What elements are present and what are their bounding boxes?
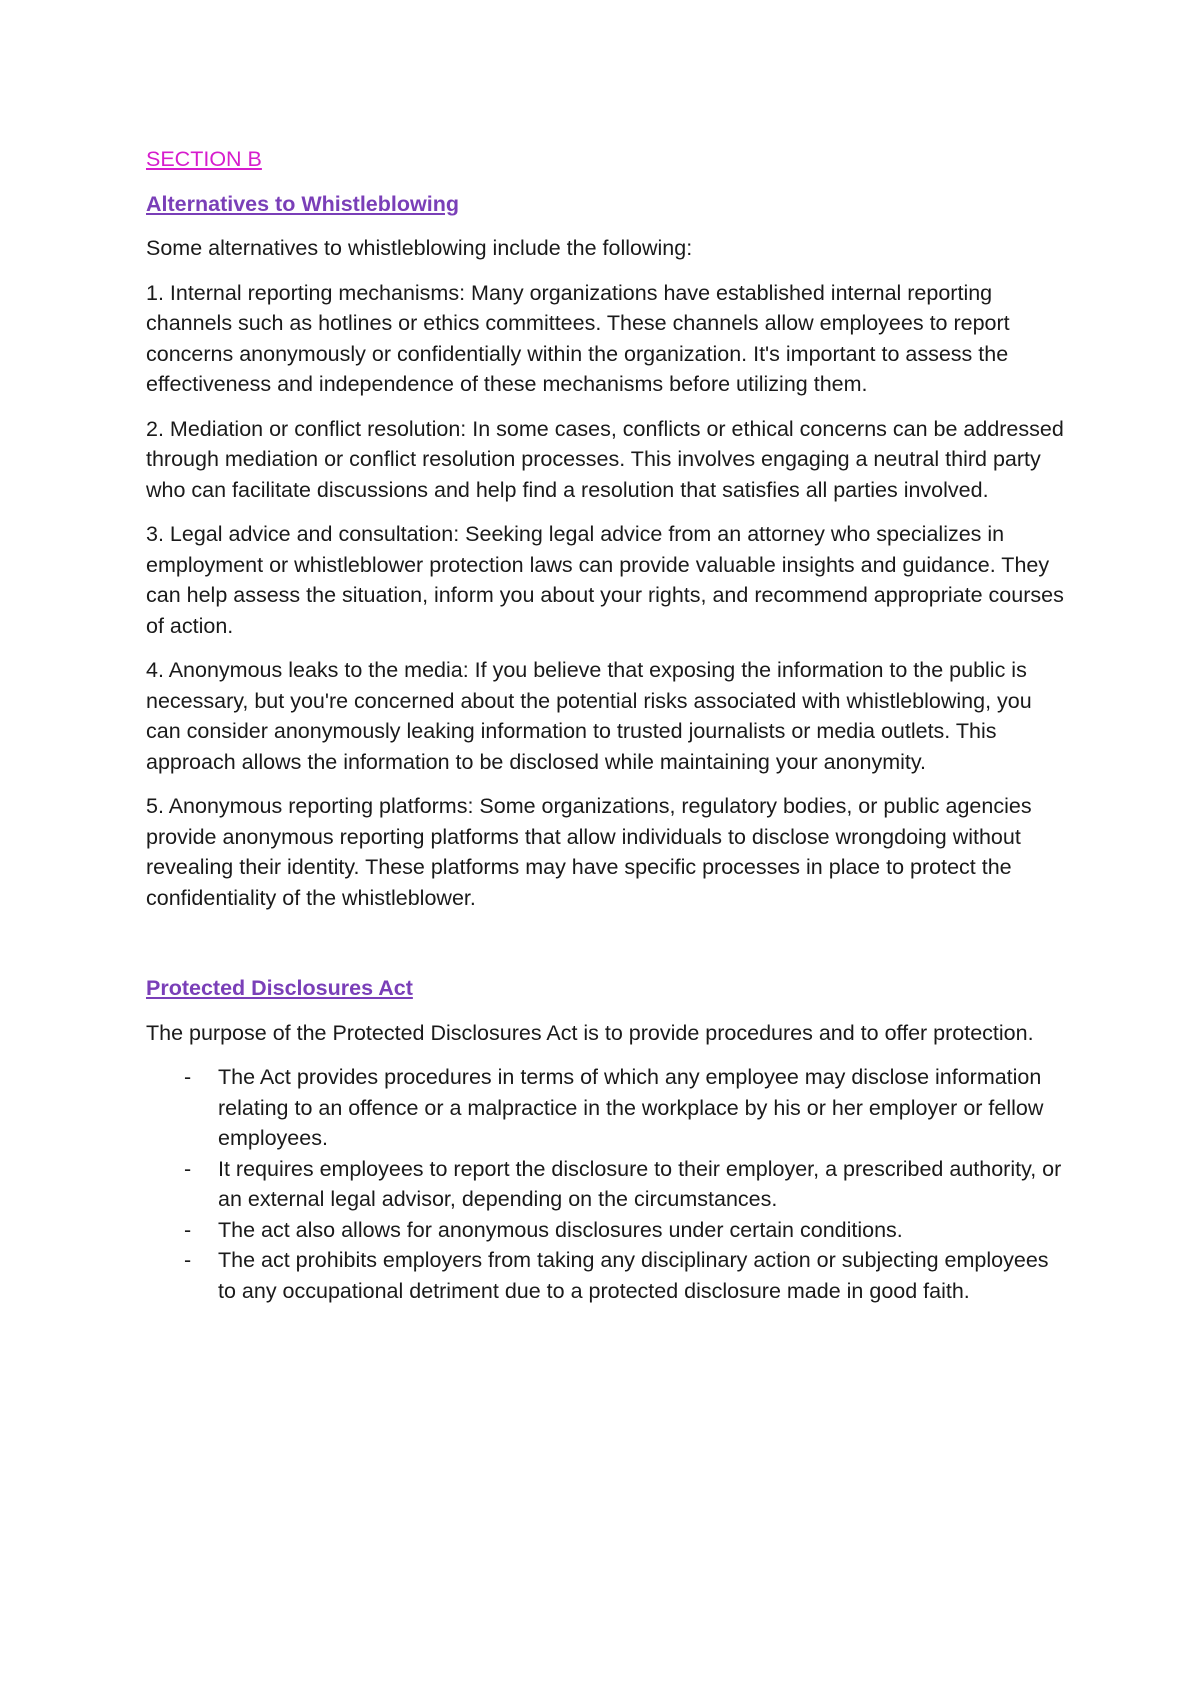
list-item-text: It requires employees to report the disclosure to their employer, a prescribed authority, or an external legal advisor, depending on the circumstances. (218, 1156, 1062, 1211)
alternatives-intro: Some alternatives to whistleblowing include the following: (146, 236, 693, 260)
alternatives-heading: Alternatives to Whistleblowing (146, 191, 459, 216)
alternative-item-5: 5. Anonymous reporting platforms: Some organizations, regulatory bodies, or public agencies provide anonymous reporting platforms that allow individuals to disclose wrongdoing without revealing their identity. These platforms may have specific processes in place to protect the confidentiality of the whistleblower. (146, 794, 1032, 910)
dash-bullet-marker: - (184, 1065, 192, 1089)
list-item-text: The Act provides procedures in terms of which any employee may disclose information relating to an offence or a malpractice in the workplace by his or her employer or fellow employees. (218, 1065, 1044, 1150)
list-item-text: The act also allows for anonymous disclosures under certain conditions. (218, 1217, 903, 1242)
section-title: SECTION B (146, 147, 262, 171)
list-item (146, 1154, 1066, 1215)
dash-bullet-marker: - (184, 1248, 192, 1272)
list-item (146, 1215, 1066, 1246)
dash-bullet-marker: - (184, 1156, 192, 1181)
alternative-item-4: 4. Anonymous leaks to the media: If you believe that exposing the information to the public is necessary, but you're concerned about the potential risks associated with whistleblowing, you can consider anonymously leaking information to trusted journalists or media outlets. This approach allows the information to be disclosed while maintaining your anonymity. (146, 658, 1032, 774)
protected-act-heading: Protected Disclosures Act (146, 976, 413, 1000)
list-item (146, 1062, 1066, 1154)
protected-act-bullet-list (146, 1062, 1066, 1306)
dash-bullet-marker: - (184, 1217, 192, 1242)
alternative-item-1: 1. Internal reporting mechanisms: Many organizations have established internal reporting channels such as hotlines or ethics committees. These channels allow employees to report concerns anonymously or confidentially within the organization. It's important to assess the effectiveness and independence of these mechanisms before utilizing them. (146, 280, 1010, 396)
alternative-item-2: 2. Mediation or conflict resolution: In some cases, conflicts or ethical concerns can be addressed through mediation or conflict resolution processes. This involves engaging a neutral third party who can facilitate discussions and help find a resolution that satisfies all parties involved. (146, 416, 1064, 502)
protected-act-intro: The purpose of the Protected Disclosures Act is to provide procedures and to offer protection. (146, 1020, 1034, 1045)
alternative-item-3: 3. Legal advice and consultation: Seeking legal advice from an attorney who specializes in employment or whistleblower protection laws can provide valuable insights and guidance. They can help assess the situation, inform you about your rights, and recommend appropriate courses of action. (146, 522, 1064, 638)
list-item (146, 1245, 1066, 1306)
list-item-text: The act prohibits employers from taking any disciplinary action or subjecting employees to any occupational detriment due to a protected disclosure made in good faith. (218, 1248, 1049, 1303)
section-spacer (146, 927, 1066, 973)
document-page (146, 144, 1066, 1306)
